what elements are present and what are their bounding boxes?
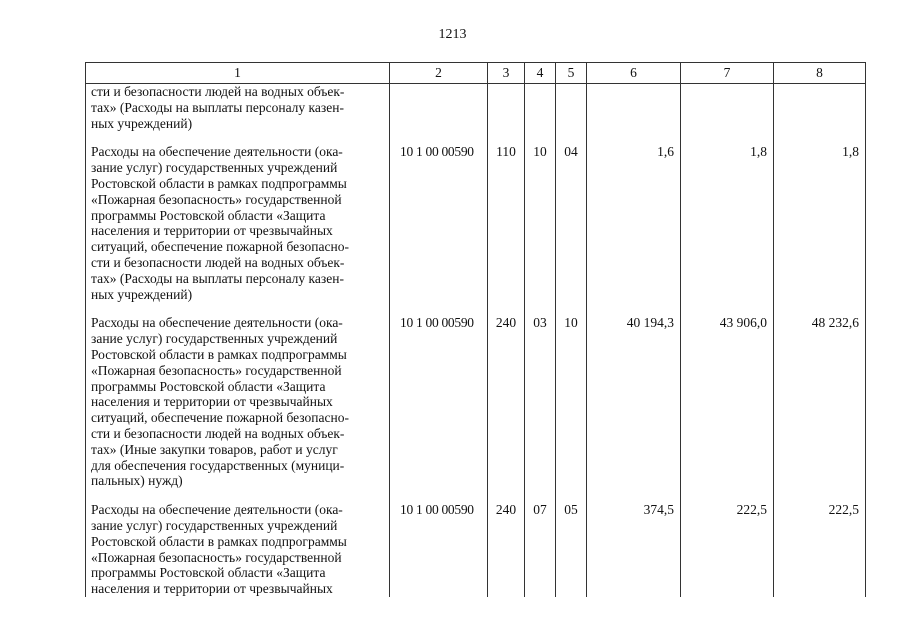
row-description: Расходы на обеспечение деятельности (ока- зание услуг) государственных учреждений Ростовской области в рамках подпрограммы «Пожарная безопасность» государственной программы Ростовской области «Защита населения и территории от чрезвычайных: [86, 502, 390, 597]
header-col-8: 8: [774, 63, 866, 84]
row-description: сти и безопасности людей на водных объек- тах» (Расходы на выплаты персоналу казен- ных учреждений): [86, 84, 390, 145]
row-amount-col7: 1,8: [681, 144, 774, 315]
table-header: [86, 63, 866, 84]
row-subsection: [556, 84, 587, 145]
header-col-7: 7: [681, 63, 774, 84]
header-row: [86, 63, 866, 84]
row-expense-type: 240: [488, 502, 525, 597]
row-target-code: [390, 84, 488, 145]
header-col-1: 1: [86, 63, 390, 84]
page-number: 1213: [438, 27, 467, 42]
row-expense-type: [488, 84, 525, 145]
row-subsection: 05: [556, 502, 587, 597]
row-amount-col6: 1,6: [587, 144, 681, 315]
row-description: Расходы на обеспечение деятельности (ока- зание услуг) государственных учреждений Ростовской области в рамках подпрограммы «Пожарная безопасность» государственной программы Ростовской области «Защита населения и территории от чрезвычайных ситуаций, обеспечение пожарной безопасно- сти и безопасности людей на водных объек- тах» (Иные закупки товаров, работ и услуг для обеспечения государственных (муници- пальных) нужд): [86, 315, 390, 502]
table-body: [86, 84, 866, 597]
row-target-code: 10 1 00 00590: [390, 315, 488, 502]
table-row: [86, 315, 866, 502]
row-amount-col8: 48 232,6: [774, 315, 866, 502]
row-amount-col7: 222,5: [681, 502, 774, 597]
row-expense-type: 240: [488, 315, 525, 502]
row-amount-col8: 1,8: [774, 144, 866, 315]
header-col-6: 6: [587, 63, 681, 84]
row-amount-col6: [587, 84, 681, 145]
header-col-2: 2: [390, 63, 488, 84]
header-col-4: 4: [525, 63, 556, 84]
row-target-code: 10 1 00 00590: [390, 502, 488, 597]
row-amount-col8: [774, 84, 866, 145]
row-amount-col7: [681, 84, 774, 145]
row-subsection: 10: [556, 315, 587, 502]
table-row: [86, 144, 866, 315]
header-col-3: 3: [488, 63, 525, 84]
row-section: 03: [525, 315, 556, 502]
row-amount-col7: 43 906,0: [681, 315, 774, 502]
row-target-code: 10 1 00 00590: [390, 144, 488, 315]
row-section: [525, 84, 556, 145]
table-row: [86, 502, 866, 597]
budget-table: [85, 62, 866, 597]
row-section: 10: [525, 144, 556, 315]
row-amount-col6: 374,5: [587, 502, 681, 597]
row-section: 07: [525, 502, 556, 597]
row-description: Расходы на обеспечение деятельности (ока- зание услуг) государственных учреждений Ростовской области в рамках подпрограммы «Пожарная безопасность» государственной программы Ростовской области «Защита населения и территории от чрезвычайных ситуаций, обеспечение пожарной безопасно- сти и безопасности людей на водных объек- тах» (Расходы на выплаты персоналу казен- ных учреждений): [86, 144, 390, 315]
row-subsection: 04: [556, 144, 587, 315]
header-col-5: 5: [556, 63, 587, 84]
row-amount-col8: 222,5: [774, 502, 866, 597]
table-row: [86, 84, 866, 145]
row-amount-col6: 40 194,3: [587, 315, 681, 502]
row-expense-type: 110: [488, 144, 525, 315]
